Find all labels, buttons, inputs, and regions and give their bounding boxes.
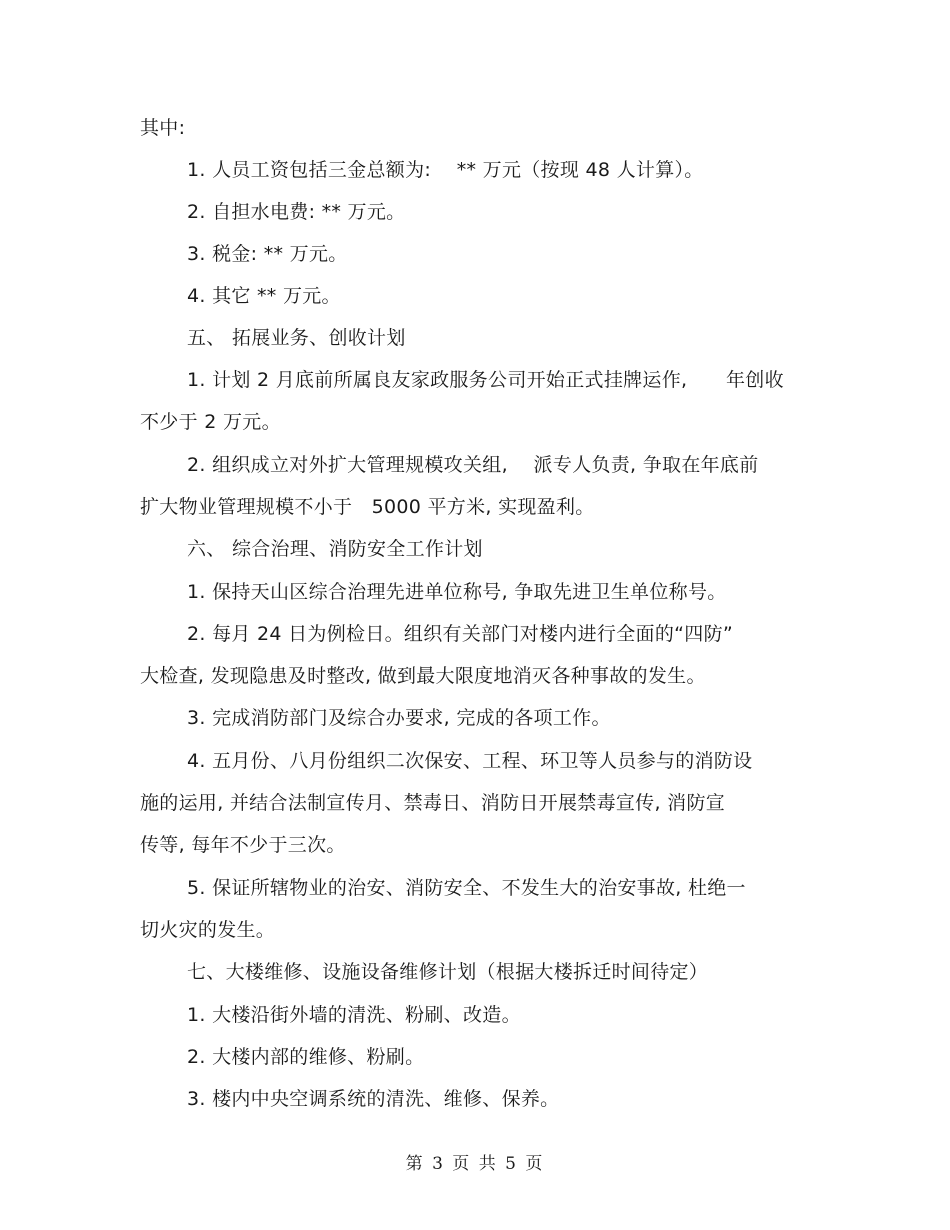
text-line: 1. 人员工资包括三金总额为: ** 万元（按现 48 人计算）。 [187,159,704,181]
text-line: 3. 税金: ** 万元。 [187,243,348,265]
text-line: 2. 大楼内部的维修、粉刷。 [187,1046,425,1068]
text-line: 2. 每月 24 日为例检日。组织有关部门对楼内进行全面的“四防” [187,623,734,645]
text-line: 大检查, 发现隐患及时整改, 做到最大限度地消灭各种事故的发生。 [140,665,706,687]
text-line: 4. 其它 ** 万元。 [187,285,341,307]
text-line: 3. 完成消防部门及综合办要求, 完成的各项工作。 [187,707,611,729]
section-heading: 六、 综合治理、消防安全工作计划 [187,538,483,560]
text-line: 4. 五月份、八月份组织二次保安、工程、环卫等人员参与的消防设 [187,750,753,772]
text-line: 其中: [140,117,186,139]
text-line: 3. 楼内中央空调系统的清洗、维修、保养。 [187,1088,560,1110]
text-line: 1. 大楼沿街外墙的清洗、粉刷、改造。 [187,1004,521,1026]
text-line: 施的运用, 并结合法制宣传月、禁毒日、消防日开展禁毒宣传, 消防宣 [140,792,726,814]
text-line: 切火灾的发生。 [140,919,276,941]
text-line: 2. 组织成立对外扩大管理规模攻关组, 派专人负责, 争取在年底前 [187,454,759,476]
text-line: 传等, 每年不少于三次。 [140,834,346,856]
text-line: 扩大物业管理规模不小于 5000 平方米, 实现盈利。 [140,496,595,518]
text-line: 2. 自担水电费: ** 万元。 [187,201,406,223]
page-number-footer: 第 3 页 共 5 页 [405,1154,545,1174]
text-line: 1. 计划 2 月底前所属良友家政服务公司开始正式挂牌运作, 年创收 [187,369,784,391]
text-line: 1. 保持天山区综合治理先进单位称号, 争取先进卫生单位称号。 [187,581,727,603]
section-heading: 七、大楼维修、设施设备维修计划（根据大楼拆迁时间待定） [187,961,709,983]
text-line: 5. 保证所辖物业的治安、消防安全、不发生大的治安事故, 杜绝一 [187,877,746,899]
section-heading: 五、 拓展业务、创收计划 [187,327,406,349]
text-line: 不少于 2 万元。 [140,411,281,433]
